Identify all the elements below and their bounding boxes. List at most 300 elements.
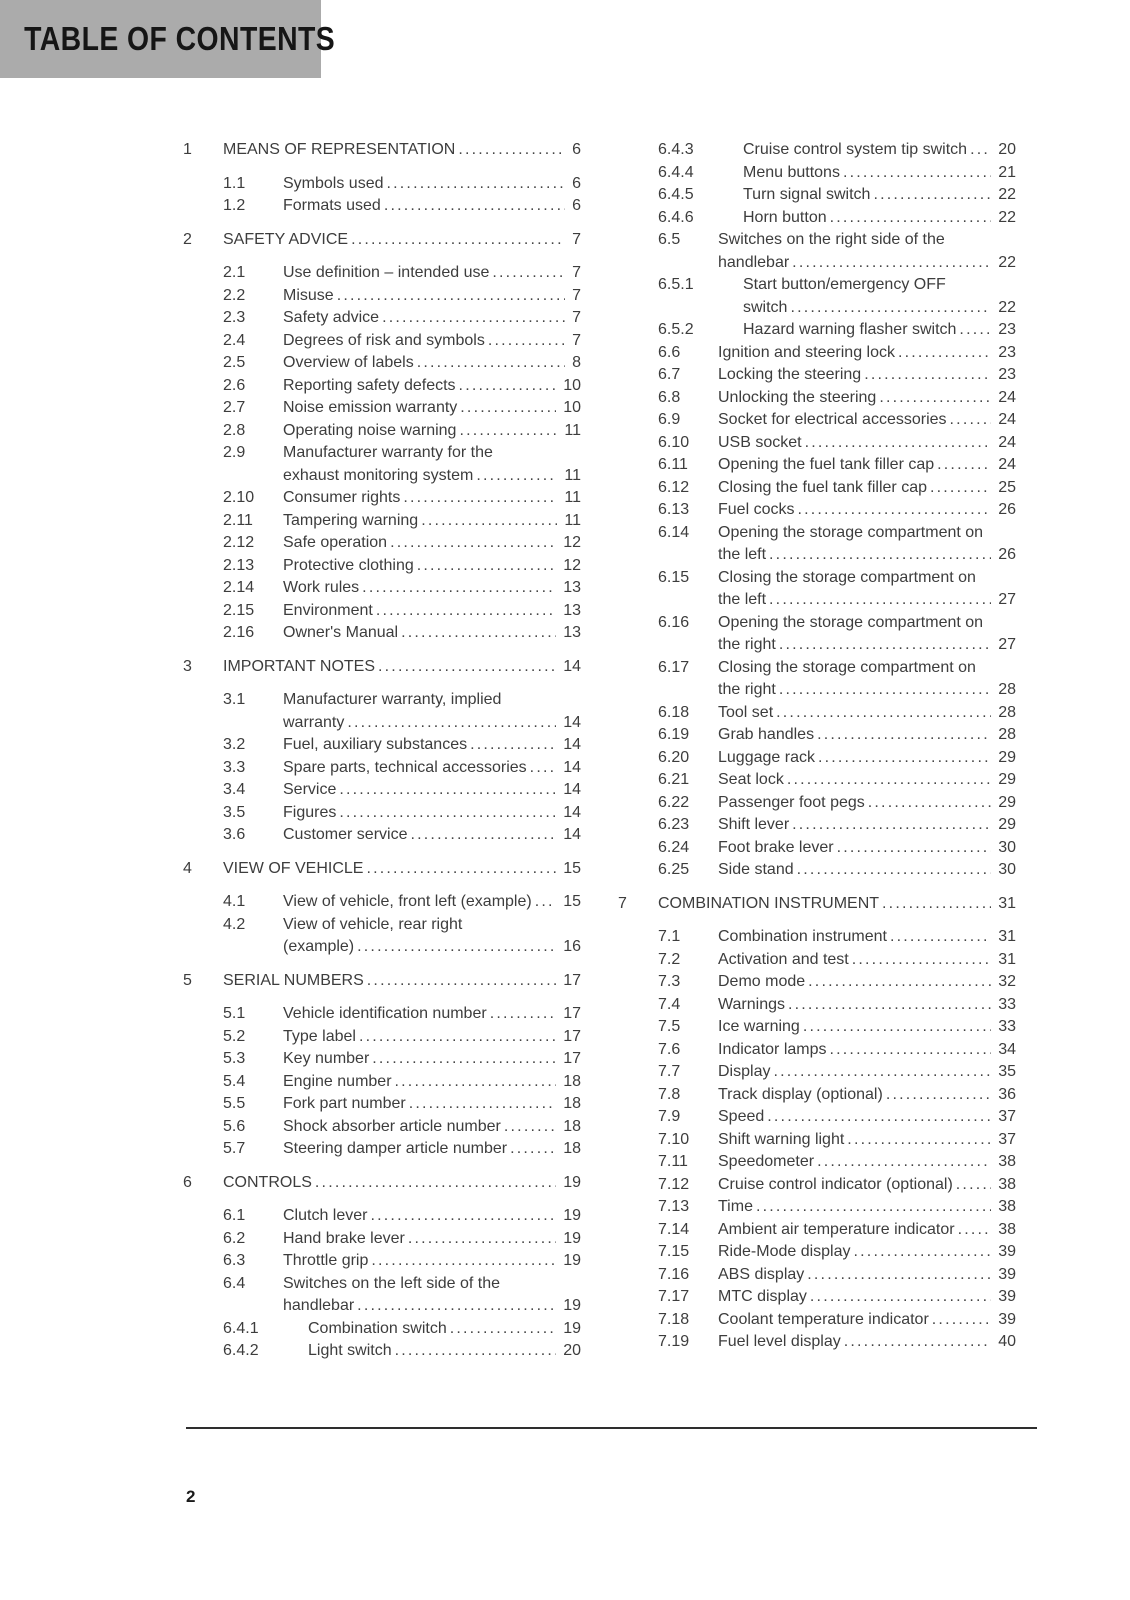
toc-entry bbox=[618, 184, 1016, 207]
toc-entry-page: 29 bbox=[998, 816, 1016, 833]
toc-entry-text bbox=[283, 420, 581, 443]
toc-entry-number: 5 bbox=[183, 971, 192, 989]
toc-entry-title: View of vehicle, front left (example) bbox=[283, 893, 532, 910]
toc-entry-title: the right bbox=[718, 681, 776, 698]
toc-entry-page: 31 bbox=[998, 894, 1016, 912]
toc-entry-title: Ambient air temperature indicator bbox=[718, 1220, 955, 1238]
toc-entry-title: Fuel level display bbox=[718, 1333, 841, 1350]
toc-entry-text bbox=[283, 307, 581, 330]
toc-entry-title: Start button/emergency OFF bbox=[743, 276, 946, 293]
dot-leader bbox=[390, 532, 556, 555]
toc-entry-line bbox=[283, 577, 581, 600]
toc-entry-title: Overview of labels bbox=[283, 354, 414, 371]
dot-leader bbox=[504, 1116, 556, 1139]
toc-entry bbox=[618, 1061, 1016, 1084]
toc-entry-number: 7.11 bbox=[658, 1153, 688, 1170]
dot-leader bbox=[382, 307, 565, 330]
dot-leader bbox=[492, 262, 565, 285]
dot-leader bbox=[830, 207, 992, 230]
dot-leader bbox=[460, 397, 556, 420]
toc-entry bbox=[618, 274, 1016, 319]
toc-entry-title: Ignition and steering lock bbox=[718, 343, 895, 361]
dot-leader bbox=[956, 1174, 991, 1197]
toc-entry-page: 6 bbox=[572, 141, 581, 158]
toc-entry-text bbox=[718, 229, 1016, 274]
toc-entry-page: 35 bbox=[998, 1063, 1016, 1080]
toc-entry-number: 7.8 bbox=[658, 1085, 681, 1103]
toc-entry bbox=[618, 499, 1016, 522]
toc-entry-title: Menu buttons bbox=[743, 163, 840, 181]
toc-entry-number: 1.1 bbox=[223, 174, 246, 192]
toc-entry-text bbox=[718, 702, 1016, 725]
toc-entry-title: Horn button bbox=[743, 208, 827, 226]
dot-leader bbox=[932, 1309, 991, 1332]
toc-entry-text bbox=[718, 769, 1016, 792]
toc-entry-title: Cruise control indicator (optional) bbox=[718, 1175, 953, 1193]
toc-entry-title: Vehicle identification number bbox=[283, 1005, 487, 1022]
toc-entry-text bbox=[718, 1106, 1016, 1129]
dot-leader bbox=[805, 432, 992, 455]
toc-entry bbox=[183, 1205, 581, 1228]
dot-leader bbox=[779, 679, 991, 702]
toc-entry-page: 20 bbox=[998, 141, 1016, 158]
toc-entry bbox=[183, 139, 581, 162]
dot-leader bbox=[395, 1340, 557, 1363]
toc-entry-number: 7.16 bbox=[658, 1265, 690, 1283]
toc-entry-title: Speedometer bbox=[718, 1153, 815, 1170]
toc-entry bbox=[618, 364, 1016, 387]
toc-entry-line bbox=[283, 622, 581, 645]
toc-entry-text bbox=[283, 532, 581, 555]
toc-entry-number: 7.10 bbox=[658, 1130, 690, 1148]
dot-leader bbox=[408, 1228, 556, 1251]
dot-leader bbox=[459, 375, 557, 398]
dot-leader bbox=[769, 544, 991, 567]
toc-entry-page: 21 bbox=[998, 163, 1016, 181]
toc-entry-line bbox=[223, 656, 581, 679]
toc-entry-text bbox=[283, 397, 581, 420]
toc-entry-line bbox=[283, 262, 581, 285]
toc-entry-line bbox=[718, 567, 1016, 590]
dot-leader bbox=[818, 747, 991, 770]
toc-entry-page: 19 bbox=[563, 1319, 581, 1337]
toc-entry bbox=[618, 1129, 1016, 1152]
toc-entry-title: Opening the storage compartment on bbox=[718, 613, 984, 631]
toc-entry-page: 33 bbox=[998, 1018, 1016, 1035]
toc-entry-title: Environment bbox=[283, 601, 373, 619]
toc-entry-page: 27 bbox=[998, 591, 1016, 608]
toc-entry-text bbox=[718, 387, 1016, 410]
toc-entry-text bbox=[718, 1084, 1016, 1107]
dot-leader bbox=[787, 769, 991, 792]
toc-entry-text bbox=[718, 859, 1016, 882]
toc-entry bbox=[183, 914, 581, 959]
toc-entry-text bbox=[283, 285, 581, 308]
toc-entry-page: 40 bbox=[998, 1333, 1016, 1350]
toc-entry bbox=[183, 1172, 581, 1195]
toc-entry-number: 2.16 bbox=[223, 624, 255, 641]
toc-entry-number: 2 bbox=[183, 230, 192, 248]
toc-entry-title: Degrees of risk and symbols bbox=[283, 331, 485, 349]
toc-entry bbox=[183, 970, 581, 993]
toc-entry-text bbox=[283, 1003, 581, 1026]
toc-entry-page: 7 bbox=[572, 230, 581, 248]
toc-entry-title: Owner's Manual bbox=[283, 624, 399, 641]
toc-entry-title: Display bbox=[718, 1063, 771, 1080]
toc-entry-page: 14 bbox=[563, 657, 581, 675]
dot-leader bbox=[792, 252, 991, 275]
toc-entry-text bbox=[718, 522, 1016, 567]
toc-entry-line bbox=[718, 994, 1016, 1017]
toc-entry-line bbox=[718, 679, 1016, 702]
toc-entry-title: Indicator lamps bbox=[718, 1040, 827, 1058]
dot-leader bbox=[817, 1151, 991, 1174]
toc-entry-number: 5.7 bbox=[223, 1140, 246, 1157]
dot-leader bbox=[898, 342, 991, 365]
dot-leader bbox=[351, 229, 565, 252]
dot-leader bbox=[847, 1129, 991, 1152]
page-header bbox=[0, 0, 336, 78]
dot-leader bbox=[854, 1241, 992, 1264]
toc-entry-line bbox=[223, 229, 581, 252]
dot-leader bbox=[395, 1071, 557, 1094]
toc-entry bbox=[618, 229, 1016, 274]
toc-entry bbox=[183, 285, 581, 308]
toc-entry-title: Symbols used bbox=[283, 174, 384, 192]
toc-entry-number: 6.4.3 bbox=[658, 141, 694, 158]
toc-entry-page: 31 bbox=[998, 928, 1016, 945]
toc-entry-page: 37 bbox=[998, 1130, 1016, 1148]
toc-entry-number: 7.6 bbox=[658, 1040, 681, 1058]
toc-entry-title: warranty bbox=[283, 713, 345, 731]
toc-entry-title: Turn signal switch bbox=[743, 186, 871, 203]
toc-entry-title: MEANS OF REPRESENTATION bbox=[223, 141, 456, 158]
toc-entry-line bbox=[283, 307, 581, 330]
dot-leader bbox=[930, 477, 991, 500]
toc-entry-number: 5.1 bbox=[223, 1005, 246, 1022]
toc-entry-text bbox=[283, 1071, 581, 1094]
toc-entry-line bbox=[743, 162, 1016, 185]
toc-entry-title: Misuse bbox=[283, 286, 334, 304]
toc-entry-title: IMPORTANT NOTES bbox=[223, 657, 376, 675]
toc-entry-title: COMBINATION INSTRUMENT bbox=[658, 894, 880, 912]
toc-entry-number: 6.18 bbox=[658, 703, 690, 721]
toc-entry-page: 14 bbox=[563, 758, 581, 776]
toc-entry-page: 32 bbox=[998, 973, 1016, 990]
toc-entry-line bbox=[743, 139, 1016, 162]
toc-entry-line bbox=[718, 342, 1016, 365]
toc-entry-title: Demo mode bbox=[718, 973, 806, 990]
toc-entry-title: VIEW OF VEHICLE bbox=[223, 859, 364, 877]
dot-leader bbox=[779, 634, 991, 657]
toc-entry-page: 14 bbox=[563, 713, 581, 731]
toc-entry-text bbox=[718, 1061, 1016, 1084]
toc-entry bbox=[618, 769, 1016, 792]
toc-entry-page: 7 bbox=[572, 309, 581, 326]
toc-entry-text bbox=[283, 734, 581, 757]
toc-entry-line bbox=[283, 442, 581, 465]
toc-entry-text bbox=[718, 1174, 1016, 1197]
toc-entry-page: 29 bbox=[998, 771, 1016, 788]
toc-entry-title: Opening the fuel tank filler cap bbox=[718, 456, 935, 473]
toc-entry-title: Closing the storage compartment on bbox=[718, 658, 976, 676]
dot-leader bbox=[362, 577, 556, 600]
toc-entry-line bbox=[718, 454, 1016, 477]
dot-leader bbox=[337, 285, 565, 308]
toc-entry-line bbox=[743, 297, 1016, 320]
toc-entry bbox=[618, 1039, 1016, 1062]
toc-entry-line bbox=[718, 1039, 1016, 1062]
dot-leader bbox=[803, 1016, 991, 1039]
toc-entry-text bbox=[718, 837, 1016, 860]
toc-entry-page: 17 bbox=[563, 1005, 581, 1022]
toc-entry-line bbox=[283, 330, 581, 353]
toc-entry-title: Closing the storage compartment on bbox=[718, 568, 976, 586]
toc-entry-text bbox=[718, 477, 1016, 500]
toc-entry-line bbox=[283, 195, 581, 218]
toc-entry bbox=[183, 420, 581, 443]
toc-entry-title: ABS display bbox=[718, 1265, 805, 1283]
toc-entry bbox=[183, 1071, 581, 1094]
toc-entry-page: 14 bbox=[563, 803, 581, 821]
toc-entry-title: CONTROLS bbox=[223, 1173, 312, 1191]
toc-entry-number: 3.2 bbox=[223, 736, 246, 753]
dot-leader bbox=[950, 409, 992, 432]
dot-leader bbox=[843, 162, 991, 185]
toc-entry-number: 6.4.4 bbox=[658, 163, 694, 181]
toc-entry-line bbox=[283, 352, 581, 375]
toc-entry-page: 12 bbox=[563, 556, 581, 574]
toc-entry-text bbox=[223, 858, 581, 881]
toc-entry-line bbox=[718, 949, 1016, 972]
toc-entry-line bbox=[283, 802, 581, 825]
toc-entry-number: 6.6 bbox=[658, 343, 681, 361]
toc-entry-line bbox=[283, 689, 581, 712]
dot-leader bbox=[409, 1093, 556, 1116]
toc-entry-page: 38 bbox=[998, 1220, 1016, 1238]
toc-entry-text bbox=[283, 891, 581, 914]
toc-entry-line bbox=[718, 499, 1016, 522]
toc-entry-text bbox=[718, 814, 1016, 837]
toc-entry-line bbox=[283, 779, 581, 802]
dot-leader bbox=[808, 971, 991, 994]
toc-entry bbox=[618, 342, 1016, 365]
toc-entry-text bbox=[223, 656, 581, 679]
toc-entry-number: 6.17 bbox=[658, 658, 690, 676]
toc-entry-line bbox=[283, 1048, 581, 1071]
toc-entry-number: 7.1 bbox=[658, 928, 681, 945]
toc-entry-text bbox=[718, 1241, 1016, 1264]
toc-entry bbox=[618, 1331, 1016, 1354]
toc-entry-line bbox=[718, 477, 1016, 500]
toc-entry-title: MTC display bbox=[718, 1288, 807, 1305]
toc-entry-title: Side stand bbox=[718, 861, 794, 878]
dot-leader bbox=[868, 792, 991, 815]
toc-entry-page: 19 bbox=[563, 1252, 581, 1269]
toc-entry-title: Activation and test bbox=[718, 950, 849, 968]
toc-entry-number: 6.9 bbox=[658, 411, 681, 428]
toc-entry-line bbox=[283, 824, 581, 847]
toc-entry-line bbox=[658, 893, 1016, 916]
toc-entry-page: 22 bbox=[998, 208, 1016, 226]
dot-leader bbox=[767, 1106, 991, 1129]
toc-entry-title: Shift warning light bbox=[718, 1130, 845, 1148]
toc-entry-line bbox=[308, 1340, 581, 1363]
toc-entry-page: 39 bbox=[998, 1243, 1016, 1260]
toc-entry bbox=[183, 656, 581, 679]
toc-entry-text bbox=[718, 612, 1016, 657]
dot-leader bbox=[510, 1138, 556, 1161]
toc-entry-page: 8 bbox=[572, 354, 581, 371]
toc-entry-number: 4.2 bbox=[223, 915, 246, 933]
toc-entry bbox=[618, 994, 1016, 1017]
toc-entry bbox=[618, 567, 1016, 612]
toc-entry-text bbox=[718, 971, 1016, 994]
toc-entry-title: Formats used bbox=[283, 197, 381, 214]
toc-entry-text bbox=[743, 139, 1016, 162]
toc-entry bbox=[618, 837, 1016, 860]
dot-leader bbox=[807, 1264, 991, 1287]
toc-entry-title: Unlocking the steering bbox=[718, 388, 877, 406]
toc-entry-text bbox=[718, 1039, 1016, 1062]
toc-entry-line bbox=[283, 712, 581, 735]
toc-entry-text bbox=[283, 1138, 581, 1161]
toc-entry-page: 25 bbox=[998, 478, 1016, 496]
toc-entry bbox=[183, 1318, 581, 1341]
toc-entry-text bbox=[283, 555, 581, 578]
toc-entry-page: 18 bbox=[563, 1095, 581, 1112]
toc-entry-line bbox=[743, 274, 1016, 297]
toc-entry-text bbox=[718, 1219, 1016, 1242]
toc-entry bbox=[183, 734, 581, 757]
dot-leader bbox=[817, 724, 991, 747]
toc-entry-number: 3 bbox=[183, 657, 192, 675]
toc-entry-title: Spare parts, technical accessories bbox=[283, 758, 527, 776]
toc-entry-text bbox=[283, 1205, 581, 1228]
toc-entry-line bbox=[718, 926, 1016, 949]
toc-entry-text bbox=[743, 184, 1016, 207]
dot-leader bbox=[797, 499, 991, 522]
dot-leader bbox=[958, 1219, 992, 1242]
dot-leader bbox=[357, 936, 556, 959]
dot-leader bbox=[535, 891, 557, 914]
dot-leader bbox=[359, 1026, 556, 1049]
toc-entry bbox=[183, 1048, 581, 1071]
toc-entry-title: Hand brake lever bbox=[283, 1229, 405, 1247]
toc-entry bbox=[183, 307, 581, 330]
toc-entry-page: 18 bbox=[563, 1072, 581, 1090]
toc-entry-title: Coolant temperature indicator bbox=[718, 1310, 929, 1328]
dot-leader bbox=[852, 949, 991, 972]
toc-entry-page: 34 bbox=[998, 1040, 1016, 1058]
toc-entry-title: Grab handles bbox=[718, 726, 815, 743]
toc-entry-number: 2.15 bbox=[223, 601, 255, 619]
toc-entry-text bbox=[718, 949, 1016, 972]
toc-entry-page: 23 bbox=[998, 343, 1016, 361]
toc-entry-line bbox=[743, 184, 1016, 207]
dot-leader bbox=[830, 1039, 992, 1062]
toc-entry-page: 23 bbox=[998, 321, 1016, 338]
dot-leader bbox=[873, 184, 991, 207]
toc-entry-text bbox=[743, 274, 1016, 319]
toc-entry-title: Work rules bbox=[283, 579, 360, 596]
toc-entry bbox=[618, 387, 1016, 410]
toc-entry-text bbox=[283, 375, 581, 398]
toc-entry-number: 7.3 bbox=[658, 973, 681, 990]
toc-entry bbox=[618, 1219, 1016, 1242]
toc-entry bbox=[618, 162, 1016, 185]
toc-entry-number: 6.4.6 bbox=[658, 208, 694, 226]
toc-entry-number: 6.23 bbox=[658, 816, 690, 833]
toc-entry-text bbox=[223, 139, 581, 162]
toc-entry bbox=[618, 409, 1016, 432]
toc-entry-text bbox=[283, 1273, 581, 1318]
toc-entry-page: 36 bbox=[998, 1085, 1016, 1103]
toc-entry-title: Track display (optional) bbox=[718, 1085, 883, 1103]
toc-entry-title: Locking the steering bbox=[718, 366, 862, 383]
toc-entry-title: the left bbox=[718, 591, 767, 608]
dot-leader bbox=[421, 510, 557, 533]
toc-entry-text bbox=[283, 914, 581, 959]
toc-entry-line bbox=[718, 971, 1016, 994]
toc-entry-title: Ice warning bbox=[718, 1018, 800, 1035]
toc-entry-number: 7.15 bbox=[658, 1243, 690, 1260]
toc-entry bbox=[183, 1250, 581, 1273]
toc-entry-number: 2.2 bbox=[223, 286, 246, 304]
toc-entry-line bbox=[718, 1331, 1016, 1354]
toc-entry-text bbox=[283, 173, 581, 196]
toc-entry-text bbox=[283, 1048, 581, 1071]
toc-entry-page: 19 bbox=[563, 1297, 581, 1314]
toc-entry-number: 2.13 bbox=[223, 556, 255, 574]
toc-entry-page: 22 bbox=[998, 253, 1016, 271]
toc-entry-line bbox=[283, 487, 581, 510]
toc-entry-line bbox=[718, 792, 1016, 815]
toc-entry bbox=[618, 747, 1016, 770]
toc-entry-page: 23 bbox=[998, 366, 1016, 383]
toc-entry-page: 18 bbox=[563, 1117, 581, 1135]
toc-entry-page: 20 bbox=[563, 1342, 581, 1359]
toc-entry-number: 2.10 bbox=[223, 489, 255, 506]
toc-entry-title: Foot brake lever bbox=[718, 838, 834, 856]
toc-entry-title: Shift lever bbox=[718, 816, 790, 833]
toc-entry-page: 33 bbox=[998, 995, 1016, 1013]
toc-entry-text bbox=[718, 994, 1016, 1017]
toc-entry-number: 7.19 bbox=[658, 1333, 690, 1350]
toc-entry-line bbox=[718, 432, 1016, 455]
toc-entry-number: 6.8 bbox=[658, 388, 681, 406]
dot-leader bbox=[367, 970, 556, 993]
toc-entry-number: 1 bbox=[183, 141, 192, 158]
toc-entry-text bbox=[658, 893, 1016, 916]
toc-entry-page: 38 bbox=[998, 1153, 1016, 1170]
toc-entry-line bbox=[718, 1196, 1016, 1219]
toc-entry-number: 6.7 bbox=[658, 366, 681, 383]
toc-entry-number: 3.6 bbox=[223, 826, 246, 843]
toc-entry-number: 2.5 bbox=[223, 354, 246, 371]
toc-entry-number: 2.1 bbox=[223, 264, 246, 281]
dot-leader bbox=[378, 656, 556, 679]
toc-entry-title: Consumer rights bbox=[283, 489, 401, 506]
toc-entry bbox=[183, 757, 581, 780]
toc-entry-page: 10 bbox=[563, 399, 581, 416]
toc-entry bbox=[183, 622, 581, 645]
toc-entry bbox=[618, 612, 1016, 657]
toc-entry bbox=[618, 949, 1016, 972]
page-number: 2 bbox=[186, 1487, 196, 1506]
dot-leader bbox=[347, 712, 556, 735]
toc-entry-number: 6.5 bbox=[658, 231, 681, 248]
